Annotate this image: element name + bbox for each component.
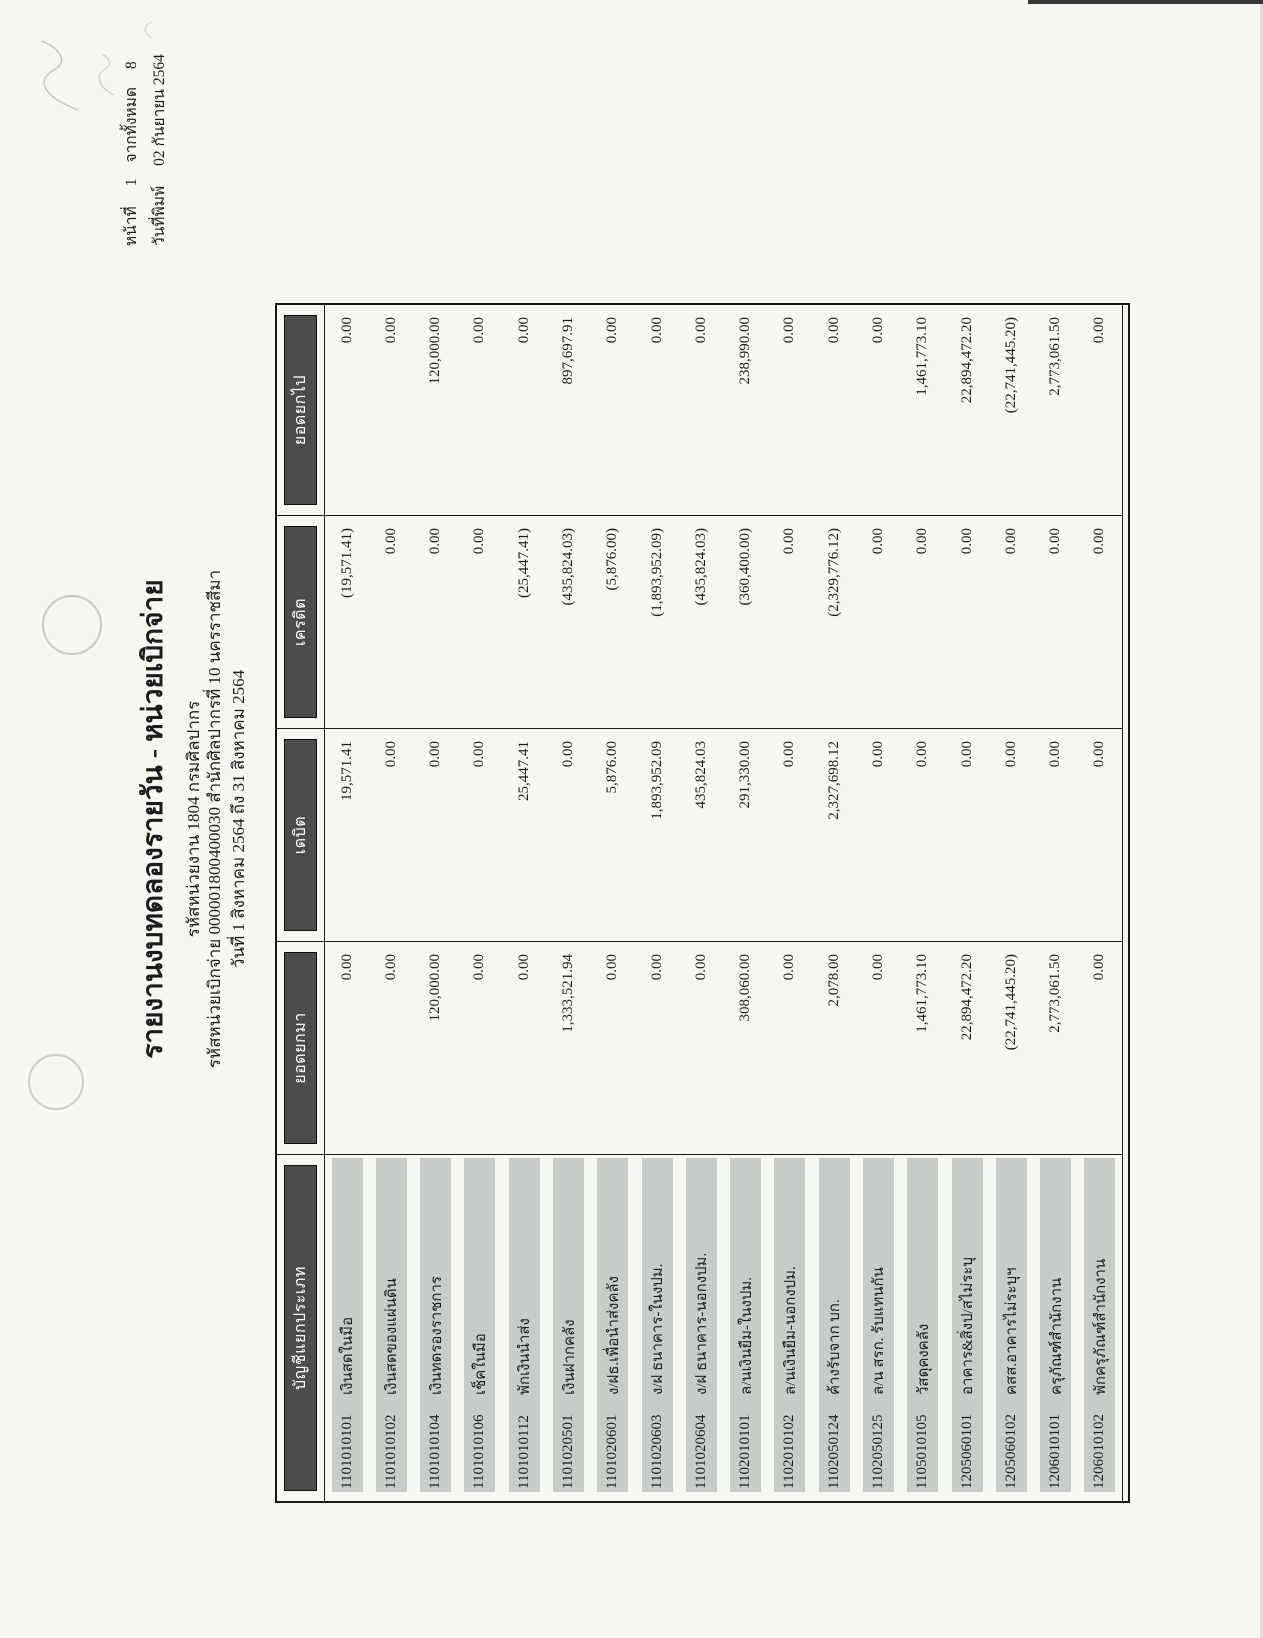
account-name: ง/ฝ ธนาคาร-ในงปม. (650, 1263, 667, 1395)
account-row-stripe (1040, 1158, 1071, 1492)
header-cell-balance-cf (277, 305, 324, 516)
account-row-stripe (420, 1158, 451, 1492)
account-row-stripe (774, 1158, 805, 1492)
balance-bf-value: 120,000.00 (414, 942, 458, 1155)
balance-bf-value: (22,741,445.20) (989, 942, 1033, 1155)
account-code: 1101010112 (515, 1415, 532, 1489)
credit-value: 0.00 (768, 516, 812, 729)
account-row-stripe (907, 1158, 938, 1492)
balance-bf-value: 0.00 (502, 942, 546, 1155)
trial-balance-table (275, 303, 1130, 1503)
account-cell (901, 1155, 945, 1501)
account-cell (591, 1155, 635, 1501)
debit-value: 0.00 (856, 729, 900, 942)
debit-value: 0.00 (546, 729, 590, 942)
account-name: เงินสดของแผ่นดิน (384, 1278, 401, 1395)
punch-hole-ring-icon (29, 1055, 83, 1109)
account-row-stripe (819, 1158, 850, 1492)
account-cell (679, 1155, 723, 1501)
debit-value: 435,824.03 (679, 729, 723, 942)
print-date: 02 กันยายน 2564 (151, 54, 168, 166)
total-pages: 8 (123, 61, 140, 70)
header-label-credit: เครดิต (292, 597, 309, 647)
account-cell (502, 1155, 546, 1501)
balance-cf-value: 0.00 (812, 305, 856, 516)
account-name: อาคาร&สิ่งป/สไม่ระบุ (960, 1256, 977, 1395)
balance-cf-value: 2,773,061.50 (1033, 305, 1077, 516)
balance-bf-value: 0.00 (679, 942, 723, 1155)
account-code: 1102050125 (869, 1414, 886, 1489)
balance-cf-value: 238,990.00 (724, 305, 768, 516)
header-label-balance-cf: ยอดยกไป (292, 374, 309, 446)
balance-cf-value: (22,741,445.20) (989, 305, 1033, 516)
header-bar (284, 526, 317, 718)
account-cell (856, 1155, 900, 1501)
account-row-stripe (1084, 1158, 1115, 1492)
credit-value: 0.00 (458, 516, 502, 729)
of-label: จากทั้งหมด (123, 87, 140, 163)
account-code: 1102010101 (737, 1414, 754, 1489)
account-code: 1205060102 (1002, 1414, 1019, 1489)
account-name: เงินฝากคลัง (561, 1319, 578, 1395)
balance-bf-value: 0.00 (591, 942, 635, 1155)
account-name: ง/ฝ ธนาคาร-นอกงปม. (694, 1252, 711, 1395)
account-row-stripe (863, 1158, 894, 1492)
account-row-stripe (376, 1158, 407, 1492)
pencil-scribble-icon (99, 54, 114, 95)
balance-cf-value: 0.00 (856, 305, 900, 516)
disbursement-unit-line: รหัสหน่วยเบิกจ่าย 000001800400030 สำนักศิลปากรที่ 10 นครราชสีมา (205, 569, 224, 1069)
account-code: 1205060101 (958, 1414, 975, 1489)
debit-value: 0.00 (414, 729, 458, 942)
debit-value: 0.00 (1033, 729, 1077, 942)
print-date-label: วันที่พิมพ์ (151, 185, 168, 246)
account-row-stripe (332, 1158, 363, 1492)
account-cell (1033, 1155, 1077, 1501)
date-range-line: วันที่ 1 สิงหาคม 2564 ถึง 31 สิงหาคม 2564 (229, 669, 248, 969)
balance-bf-value: 0.00 (1078, 942, 1122, 1155)
debit-value: 0.00 (458, 729, 502, 942)
credit-value: (360,400.00) (724, 516, 768, 729)
balance-cf-value: 897,697.91 (546, 305, 590, 516)
balance-cf-value: 0.00 (458, 305, 502, 516)
debit-value: 0.00 (945, 729, 989, 942)
credit-value: 0.00 (856, 516, 900, 729)
credit-value: 0.00 (369, 516, 413, 729)
debit-value: 2,327,698.12 (812, 729, 856, 942)
account-cell (458, 1155, 502, 1501)
balance-bf-value: 0.00 (369, 942, 413, 1155)
account-code: 1105010105 (914, 1414, 931, 1489)
balance-bf-value: 22,894,472.20 (945, 942, 989, 1155)
header-label-account: บัญชีแยกประเภท (292, 1266, 309, 1390)
header-cell-debit (277, 729, 324, 942)
account-code: 1101020604 (692, 1414, 709, 1489)
account-code: 1101010104 (427, 1414, 444, 1489)
header-bar (284, 315, 317, 505)
account-code: 1101020603 (648, 1414, 665, 1489)
table-header-row (277, 305, 325, 1501)
balance-cf-value: 22,894,472.20 (945, 305, 989, 516)
account-cell (1078, 1155, 1122, 1501)
account-code: 1206010102 (1091, 1414, 1108, 1489)
credit-value: 0.00 (414, 516, 458, 729)
account-code: 1206010101 (1047, 1414, 1064, 1489)
account-cell (414, 1155, 458, 1501)
account-cell (724, 1155, 768, 1501)
debit-value: 291,330.00 (724, 729, 768, 942)
punch-hole-ring-icon (43, 596, 101, 654)
balance-cf-value: 0.00 (768, 305, 812, 516)
account-cell (546, 1155, 590, 1501)
header-label-balance-bf: ยอดยกมา (292, 1012, 309, 1084)
agency-code-line: รหัสหน่วยงาน 1804 กรมศิลปากร (184, 700, 203, 938)
account-name: ครุภัณฑ์สำนักงาน (1048, 1277, 1065, 1395)
report-title: รายงานงบทดลองรายวัน - หน่วยเบิกจ่าย (138, 579, 169, 1059)
balance-bf-value: 0.00 (768, 942, 812, 1155)
debit-value: 5,876.00 (591, 729, 635, 942)
balance-cf-value: 0.00 (502, 305, 546, 516)
account-name: ค้างรับจาก บก. (827, 1299, 844, 1395)
credit-value: 0.00 (1078, 516, 1122, 729)
debit-value: 0.00 (989, 729, 1033, 942)
debit-value: 1,893,952.09 (635, 729, 679, 942)
account-cell (325, 1155, 369, 1501)
account-code: 1101010101 (338, 1414, 355, 1489)
balance-cf-value: 0.00 (679, 305, 723, 516)
account-cell (812, 1155, 856, 1501)
debit-value: 19,571.41 (325, 729, 369, 942)
balance-cf-value: 0.00 (1078, 305, 1122, 516)
credit-value: (19,571.41) (325, 516, 369, 729)
balance-cf-value: 0.00 (635, 305, 679, 516)
account-name: เงินสดในมือ (340, 1316, 357, 1395)
account-code: 1102010102 (781, 1414, 798, 1489)
header-bar (284, 952, 317, 1144)
header-cell-credit (277, 516, 324, 729)
debit-value: 0.00 (901, 729, 945, 942)
account-cell (635, 1155, 679, 1501)
balance-bf-value: 0.00 (325, 942, 369, 1155)
balance-cf-value: 1,461,773.10 (901, 305, 945, 516)
account-name: เช็คในมือ (472, 1333, 489, 1395)
account-name: พักเงินนำส่ง (517, 1318, 534, 1395)
debit-value: 25,447.41 (502, 729, 546, 942)
header-cell-balance-bf (277, 942, 324, 1155)
account-cell (989, 1155, 1033, 1501)
pencil-scribble-icon (42, 41, 78, 110)
header-bar (284, 1165, 317, 1491)
account-name: คสส.อาคารไม่ระบุฯ (1004, 1267, 1021, 1395)
debit-value: 0.00 (369, 729, 413, 942)
account-row-stripe (642, 1158, 673, 1492)
account-row-stripe (730, 1158, 761, 1492)
account-row-stripe (553, 1158, 584, 1492)
account-cell (945, 1155, 989, 1501)
account-name: ล/นเงินยืม-นอกงปม. (782, 1266, 799, 1395)
page-number: 1 (123, 178, 140, 187)
account-cell (369, 1155, 413, 1501)
account-row-stripe (597, 1158, 628, 1492)
balance-bf-value: 0.00 (635, 942, 679, 1155)
account-code: 1101010106 (471, 1414, 488, 1489)
page-label: หน้าที่ (123, 206, 140, 246)
account-name: วัสดุคงคลัง (915, 1323, 932, 1395)
balance-bf-value: 1,461,773.10 (901, 942, 945, 1155)
balance-bf-value: 0.00 (458, 942, 502, 1155)
balance-bf-value: 308,060.00 (724, 942, 768, 1155)
balance-bf-value: 2,078.00 (812, 942, 856, 1155)
header-label-debit: เดบิต (292, 815, 309, 855)
credit-value: (1,893,952.09) (635, 516, 679, 729)
balance-cf-value: 0.00 (591, 305, 635, 516)
account-cell (768, 1155, 812, 1501)
account-name: ง/ฝธ.เพื่อนำส่งคลัง (605, 1276, 622, 1395)
balance-bf-value: 0.00 (856, 942, 900, 1155)
account-row-stripe (509, 1158, 540, 1492)
debit-value: 0.00 (1078, 729, 1122, 942)
account-name: ล/นเงินยืม-ในงปม. (738, 1276, 755, 1395)
credit-value: 0.00 (989, 516, 1033, 729)
credit-value: (2,329,776.12) (812, 516, 856, 729)
balance-bf-value: 2,773,061.50 (1033, 942, 1077, 1155)
header-bar (284, 739, 317, 931)
balance-cf-value: 0.00 (369, 305, 413, 516)
account-row-stripe (996, 1158, 1027, 1492)
credit-value: (435,824.03) (679, 516, 723, 729)
account-code: 1101010102 (382, 1414, 399, 1489)
credit-value: (25,447.41) (502, 516, 546, 729)
table-body (325, 305, 1123, 1501)
account-row-stripe (952, 1158, 983, 1492)
credit-value: 0.00 (1033, 516, 1077, 729)
header-cell-account (277, 1155, 324, 1501)
balance-cf-value: 0.00 (325, 305, 369, 516)
account-row-stripe (464, 1158, 495, 1492)
credit-value: (435,824.03) (546, 516, 590, 729)
credit-value: 0.00 (901, 516, 945, 729)
account-name: เงินทดรองราชการ (428, 1276, 445, 1395)
credit-value: 0.00 (945, 516, 989, 729)
account-name: ล/น สรก. รับแทนกัน (871, 1267, 888, 1395)
account-code: 1102050124 (825, 1414, 842, 1489)
account-row-stripe (686, 1158, 717, 1492)
debit-value: 0.00 (768, 729, 812, 942)
credit-value: (5,876.00) (591, 516, 635, 729)
account-code: 1101020501 (560, 1414, 577, 1489)
account-name: พักครุภัณฑ์สำนักงาน (1092, 1258, 1109, 1395)
account-code: 1101020601 (604, 1414, 621, 1489)
balance-bf-value: 1,333,521.94 (546, 942, 590, 1155)
balance-cf-value: 120,000.00 (414, 305, 458, 516)
